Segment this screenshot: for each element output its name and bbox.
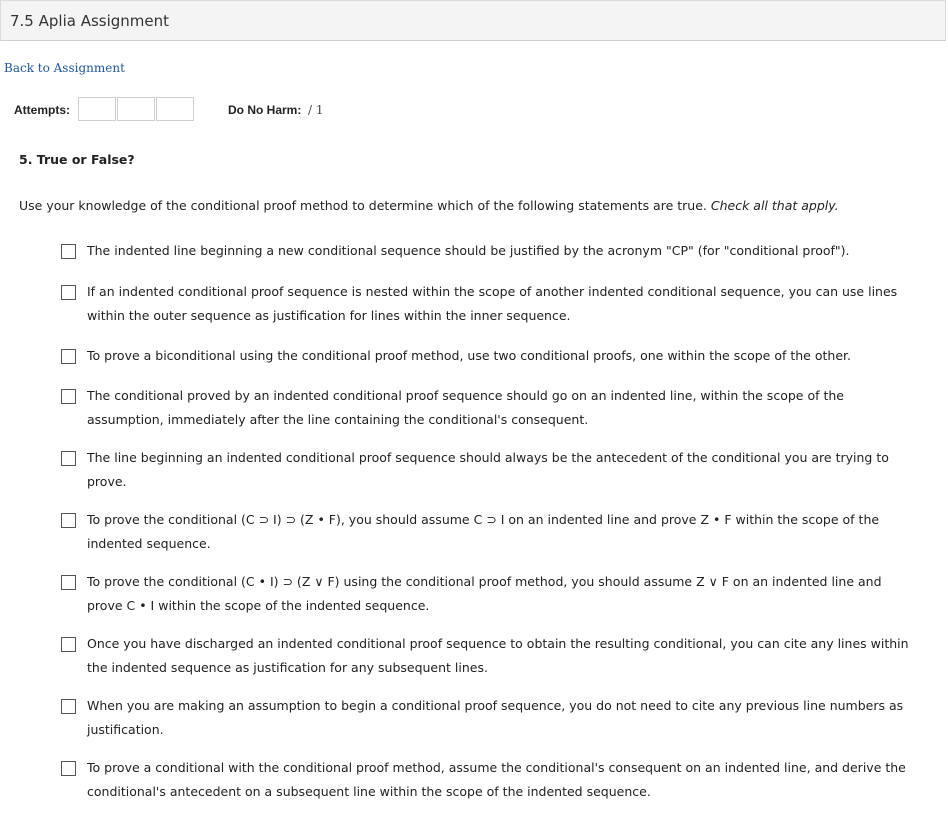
option-checkbox[interactable] — [61, 513, 76, 528]
do-no-harm-score: / 1 — [308, 103, 324, 117]
option-checkbox[interactable] — [61, 575, 76, 590]
option-text: The conditional proved by an indented conditional proof sequence should go on an indented line, within the scope of the assumption, immediately after the line containing the conditional's consequent. — [87, 388, 844, 427]
option-text: To prove the conditional (C ⊃ I) ⊃ (Z • F), you should assume C ⊃ I on an indented line and prove Z • F within the scope of the indented sequence. — [87, 512, 880, 551]
question-heading: 5. True or False? — [19, 152, 135, 167]
attempts-row — [14, 97, 414, 123]
option-checkbox[interactable] — [61, 244, 76, 259]
do-no-harm-label: Do No Harm: — [228, 103, 302, 117]
option-text: To prove a conditional with the conditional proof method, assume the conditional's consequent on an indented line, and derive the conditional's antecedent on a subsequent line within the scope of the indented sequence. — [87, 760, 906, 799]
attempt-boxes — [78, 97, 195, 121]
option-text: When you are making an assumption to begin a conditional proof sequence, you do not need to cite any previous line numbers as justification. — [87, 698, 904, 737]
question-instructions — [19, 198, 939, 213]
window-title: 7.5 Aplia Assignment — [10, 12, 170, 30]
instructions-emphasis: Check all that apply. — [710, 198, 839, 213]
attempt-slot — [117, 97, 155, 121]
attempt-slot — [78, 97, 116, 121]
instructions-text: Use your knowledge of the conditional proof method to determine which of the following statements are true. — [19, 198, 711, 213]
attempt-slot — [156, 97, 194, 121]
attempts-label: Attempts: — [14, 103, 70, 117]
option-text: The indented line beginning a new conditional sequence should be justified by the acronym "CP" (for "conditional proof"). — [87, 243, 850, 258]
option-checkbox[interactable] — [61, 699, 76, 714]
option-text: The line beginning an indented conditional proof sequence should always be the antecedent of the conditional you are trying to prove. — [87, 450, 889, 489]
option-checkbox[interactable] — [61, 389, 76, 404]
option-checkbox[interactable] — [61, 761, 76, 776]
back-to-assignment-link[interactable]: Back to Assignment — [4, 61, 125, 75]
option-text: Once you have discharged an indented conditional proof sequence to obtain the resulting conditional, you can cite any lines within the indented sequence as justification for any subsequent lines. — [87, 636, 909, 675]
option-checkbox[interactable] — [61, 637, 76, 652]
title-bar — [0, 0, 946, 41]
option-checkbox[interactable] — [61, 349, 76, 364]
option-checkbox[interactable] — [61, 285, 76, 300]
option-text: If an indented conditional proof sequence is nested within the scope of another indented conditional sequence, you can use lines within the outer sequence as justification for lines within the inner sequence. — [87, 284, 898, 323]
option-text: To prove the conditional (C • I) ⊃ (Z ∨ F) using the conditional proof method, you should assume Z ∨ F on an indented line and prove C • I within the scope of the indented sequence. — [87, 574, 882, 613]
option-checkbox[interactable] — [61, 451, 76, 466]
option-text: To prove a biconditional using the conditional proof method, use two conditional proofs, one within the scope of the other. — [87, 348, 851, 363]
